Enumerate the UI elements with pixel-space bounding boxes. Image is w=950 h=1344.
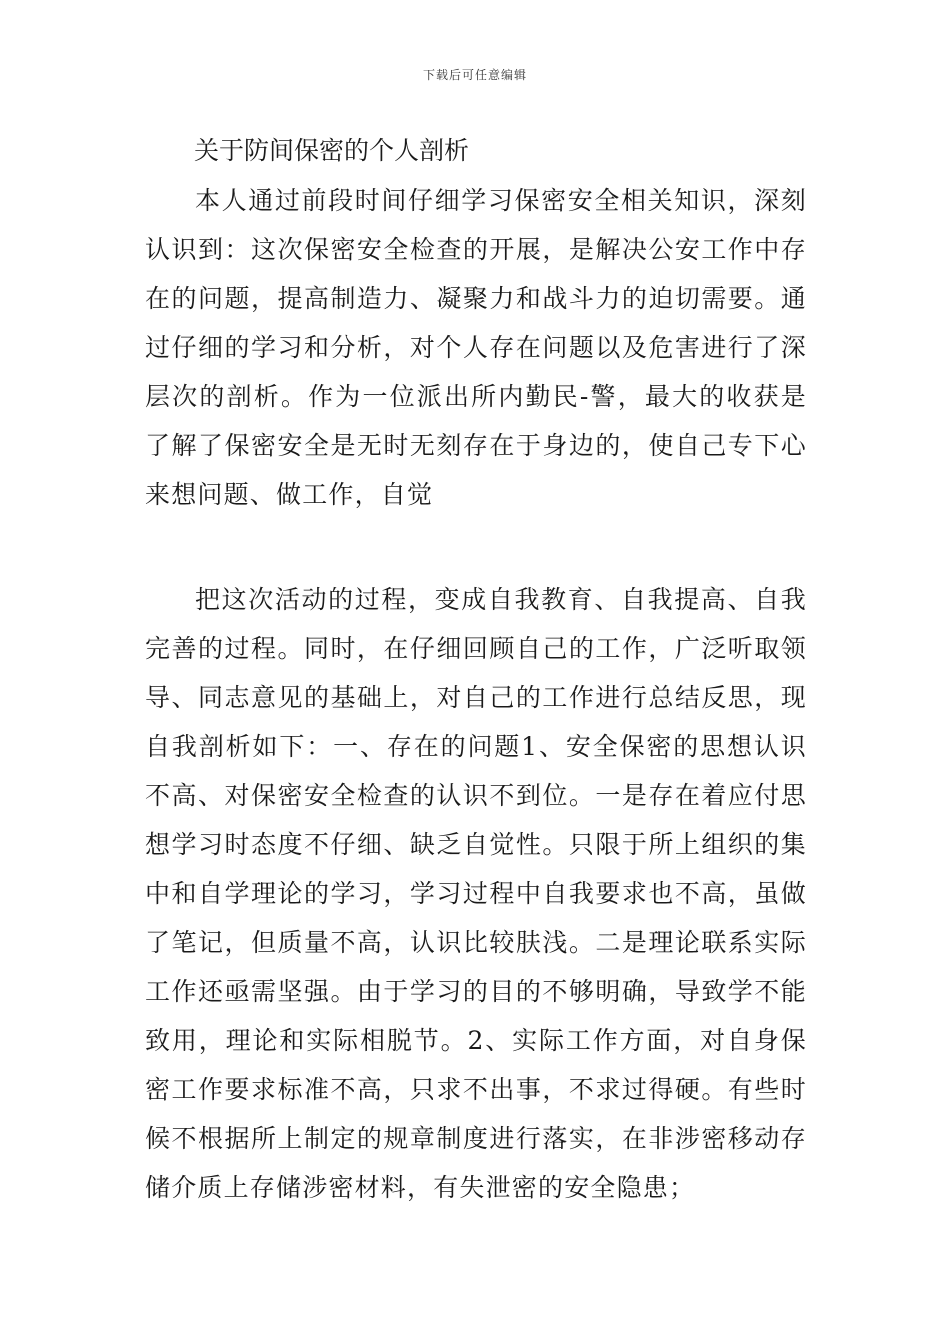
body-paragraph-1: 本人通过前段时间仔细学习保密安全相关知识，深刻认识到：这次保密安全检查的开展，是解决公安工作中存在的问题，提高制造力、凝聚力和战斗力的迫切需要。通过仔细的学习和分析，对个人存在问题以及危害进行了深层次的剖析。作为一位派出所内勤民-警，最大的收获是了解了保密安全是无时无刻存在于身边的，使自己专下心来想问题、做工作，自觉 <box>145 186 807 509</box>
header-note: 下载后可任意编辑 <box>422 68 527 82</box>
body-paragraph-2: 把这次活动的过程，变成自我教育、自我提高、自我完善的过程。同时，在仔细回顾自己的工作，广泛听取领导、同志意见的基础上，对自己的工作进行总结反思，现自我剖析如下：一、存在的问题1、安全保密的思想认识不高、对保密安全检查的认识不到位。一是存在着应付思想学习时态度不仔细、缺乏自觉性。只限于所上组织的集中和自学理论的学习，学习过程中自我要求也不高，虽做了笔记，但质量不高，认识比较肤浅。二是理论联系实际工作还亟需坚强。由于学习的目的不够明确，导致学不能致用，理论和实际相脱节。2、实际工作方面，对自身保密工作要求标准不高，只求不出事，不求过得硬。有些时候不根据所上制定的规章制度进行落实，在非涉密移动存储介质上存储涉密材料，有失泄密的安全隐患； <box>145 585 807 1202</box>
document-title: 关于防间保密的个人剖析 <box>194 136 470 165</box>
